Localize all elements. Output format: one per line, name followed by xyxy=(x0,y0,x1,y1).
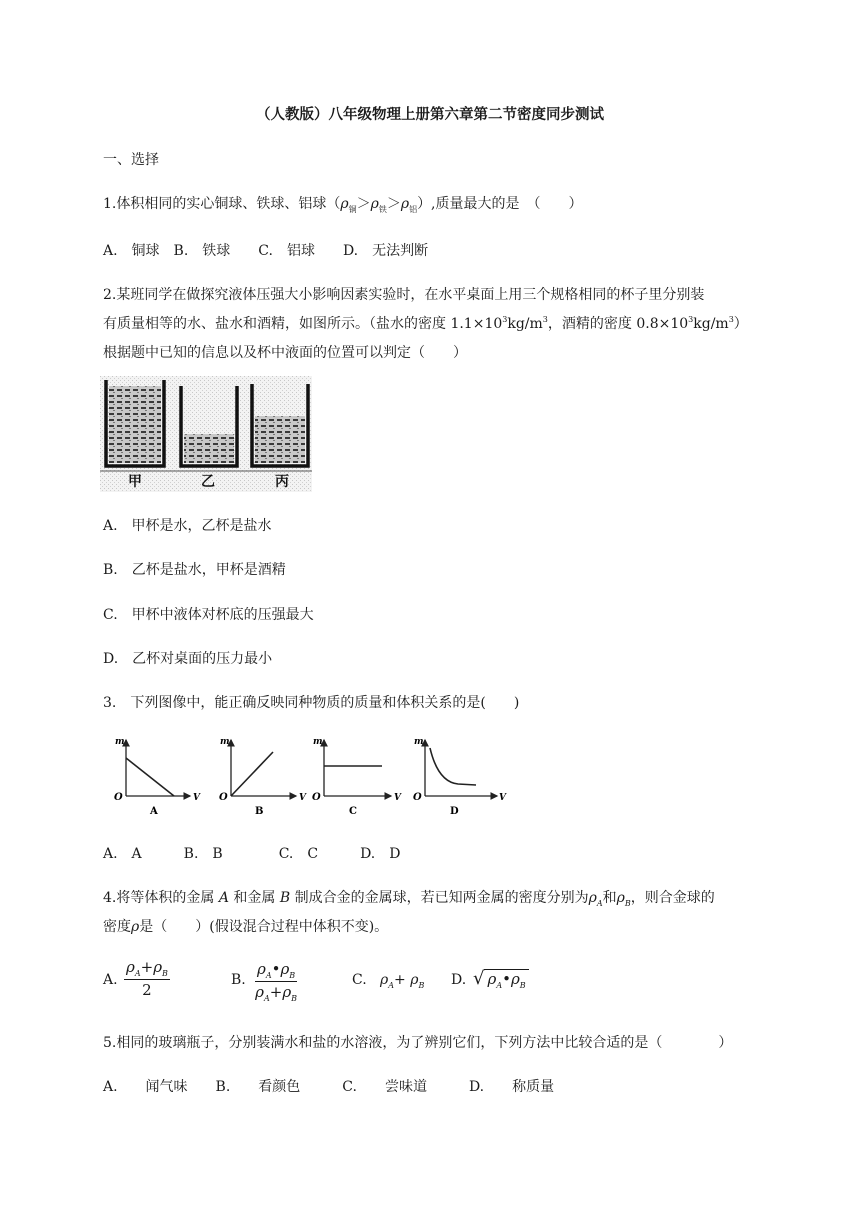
cup-label-jia: 甲 xyxy=(128,474,142,490)
graph-b-label: B xyxy=(255,806,264,817)
graph-c xyxy=(312,737,402,817)
plus: + xyxy=(394,972,406,988)
metal-a: A xyxy=(218,890,229,906)
sub-b: B xyxy=(162,969,168,978)
page-title: （人教版）八年级物理上册第六章第二节密度同步测试 xyxy=(256,106,604,123)
graph-a-y-label: m xyxy=(115,737,125,747)
rho: ρ xyxy=(380,972,389,988)
dot: • xyxy=(502,970,511,988)
section-heading: 一、选择 xyxy=(103,152,159,168)
graph-d-label: D xyxy=(450,806,459,817)
plus: + xyxy=(140,958,154,976)
exponent: 3 xyxy=(688,315,694,324)
question-2-line-2 xyxy=(103,313,748,333)
sub-a: A xyxy=(134,969,141,978)
q4-text: 是（ ）(假设混合过程中体积不变)。 xyxy=(139,919,389,935)
graph-d xyxy=(413,737,507,817)
question-3-stem: 3. 下列图像中，能正确反映同种物质的质量和体积关系的是( ) xyxy=(103,695,520,711)
q4-text: 和金属 xyxy=(228,890,280,906)
sub-b: B xyxy=(519,981,526,990)
q4-option-b-formula xyxy=(255,960,297,1003)
sub-a: A xyxy=(388,981,395,990)
q4-text: 制成合金的金属球，若已知两金属的密度分别为 xyxy=(290,890,589,906)
exponent: 3 xyxy=(502,315,508,324)
exponent: 3 xyxy=(728,315,734,324)
question-2-line-1: 2.某班同学在做探究液体压强大小影响因素实验时，在水平桌面上用三个规格相同的杯子里分别装 xyxy=(103,287,705,303)
rho-symbol: ρ xyxy=(340,196,349,212)
graph-a-curve xyxy=(126,758,174,796)
q1-stem-start: 1.体积相同的实心铜球、铁球、铝球（ xyxy=(103,196,341,212)
question-4-line-2 xyxy=(103,916,388,936)
graph-a xyxy=(114,737,201,817)
question-4-line-1 xyxy=(103,887,715,908)
q1-stem-end: ）,质量最大的是 （ ） xyxy=(417,196,583,212)
graph-b xyxy=(219,737,307,817)
unit: kg/m xyxy=(507,316,543,332)
rho: ρ xyxy=(280,960,290,978)
graph-b-x-label: V xyxy=(299,793,306,803)
q4-option-b-label: B. xyxy=(231,972,246,988)
graph-d-origin: O xyxy=(413,792,422,803)
rho-symbol: ρ xyxy=(370,196,379,212)
rho-symbol: ρ xyxy=(588,890,597,906)
graph-a-origin: O xyxy=(114,792,123,803)
graph-d-curve xyxy=(430,748,476,785)
question-3-options: A. A B. B C. C D. D xyxy=(103,846,401,862)
cup-label-yi: 乙 xyxy=(201,474,215,490)
metal-b: B xyxy=(279,890,291,906)
gt-symbol: ＞ xyxy=(386,196,401,212)
sqrt-sign: √ xyxy=(473,968,485,989)
sub-b: B xyxy=(289,971,296,980)
subscript-b: B xyxy=(624,899,631,908)
cup-label-bing: 丙 xyxy=(275,474,289,490)
cup-jia xyxy=(106,380,164,466)
denominator-two: 2 xyxy=(142,981,152,999)
subscript-aluminium: 铝 xyxy=(409,205,418,214)
sub-a: A xyxy=(496,981,503,990)
sub-a: A xyxy=(265,971,272,980)
question-2-option-a: A. 甲杯是水，乙杯是盐水 xyxy=(103,518,272,534)
q4-text: 和 xyxy=(602,890,617,906)
rho: ρ xyxy=(257,960,266,978)
question-5-options: A. 闻气味 B. 看颜色 C. 尝味道 D. 称质量 xyxy=(103,1079,555,1095)
graph-b-origin: O xyxy=(219,792,228,803)
q4-text: 密度 xyxy=(103,919,131,935)
graph-a-label: A xyxy=(150,806,158,817)
graph-c-y-label: m xyxy=(313,737,323,747)
exponent: 3 xyxy=(542,315,548,324)
q4-option-d-label: D. xyxy=(451,972,467,988)
graph-b-curve xyxy=(231,752,273,796)
q4-option-a-formula xyxy=(124,958,170,999)
subscript-iron: 铁 xyxy=(378,205,387,214)
gt-symbol: ＞ xyxy=(356,196,371,212)
rho: ρ xyxy=(487,970,497,988)
rho-symbol: ρ xyxy=(616,890,625,906)
question-2-option-d: D. 乙杯对桌面的压力最小 xyxy=(103,651,273,667)
q4-text: ，则合金球的 xyxy=(630,890,715,906)
graph-d-y-label: m xyxy=(414,737,424,747)
rho: ρ xyxy=(153,958,163,976)
graph-b-y-label: m xyxy=(220,737,230,747)
unit: kg/m xyxy=(693,316,729,332)
q4-text: 4.将等体积的金属 xyxy=(103,890,219,906)
mass-volume-graphs xyxy=(108,730,518,820)
subscript-copper: 铜 xyxy=(348,205,357,214)
q4-option-c xyxy=(352,972,424,990)
rho: ρ xyxy=(282,983,292,1001)
q2-text: ，酒精的密度 0.8×10 xyxy=(547,316,689,332)
graph-d-x-label: V xyxy=(499,793,506,803)
rho-symbol: ρ xyxy=(131,919,140,935)
q4-option-c-label: C. xyxy=(352,972,367,988)
plus: + xyxy=(269,983,283,1001)
question-1-options: A. 铜球 B. 铁球 C. 铝球 D. 无法判断 xyxy=(103,243,429,259)
graph-c-x-label: V xyxy=(394,793,401,803)
graph-c-origin: O xyxy=(312,792,321,803)
subscript-a: A xyxy=(596,899,603,908)
question-2-option-c: C. 甲杯中液体对杯底的压强最大 xyxy=(103,607,314,623)
graph-a-x-label: V xyxy=(193,793,200,803)
rho: ρ xyxy=(255,983,264,1001)
cups-figure xyxy=(100,376,312,492)
question-5-stem: 5.相同的玻璃瓶子，分别装满水和盐的水溶液，为了辨别它们，下列方法中比较合适的是（ ） xyxy=(103,1035,733,1051)
question-2-option-b: B. 乙杯是盐水，甲杯是酒精 xyxy=(103,562,286,578)
rho-symbol: ρ xyxy=(400,196,410,212)
q4-option-a-label: A. xyxy=(103,972,118,988)
q2-text: ） xyxy=(733,316,748,332)
graph-c-label: C xyxy=(349,806,357,817)
sub-b: B xyxy=(291,994,298,1003)
sub-a: A xyxy=(263,994,270,1003)
rho: ρ xyxy=(510,970,520,988)
rho: ρ xyxy=(410,972,419,988)
q2-text: 有质量相等的水、盐水和酒精，如图所示。（盐水的密度 1.1×10 xyxy=(103,316,503,332)
sub-b: B xyxy=(418,981,425,990)
question-2-line-3: 根据题中已知的信息以及杯中液面的位置可以判定（ ） xyxy=(103,345,467,361)
question-1-stem xyxy=(103,193,583,215)
rho: ρ xyxy=(126,958,135,976)
dot: • xyxy=(271,960,281,978)
q4-option-d-formula xyxy=(473,968,529,990)
